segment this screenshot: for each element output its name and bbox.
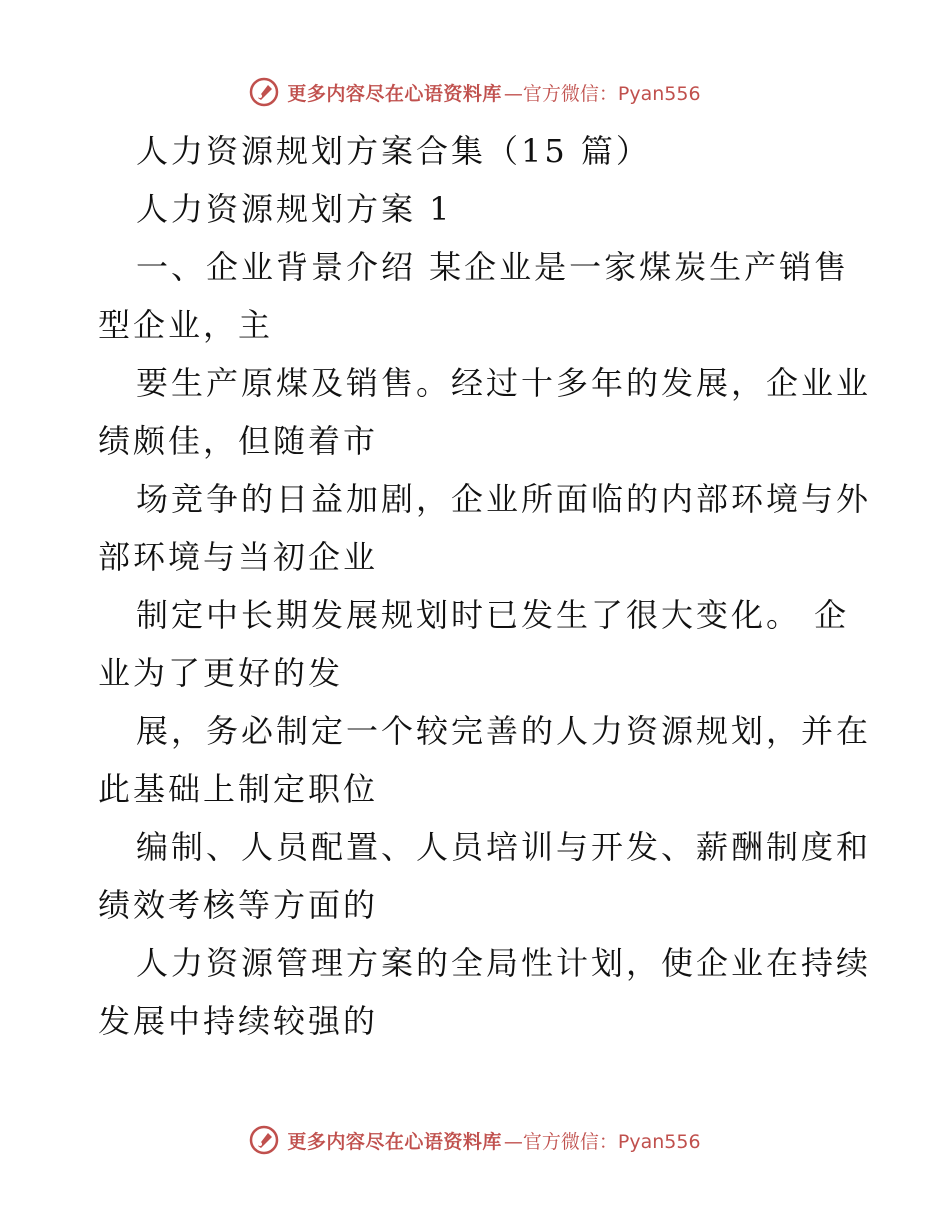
document-body: [98, 122, 872, 1050]
text-line: 要生产原煤及销售。经过十多年的发展，企业业: [136, 364, 872, 402]
text-line: 展，务必制定一个较完善的人力资源规划，并在: [136, 712, 872, 750]
watermark-banner-top: [0, 72, 950, 112]
watermark-text: 更多内容尽在心语资料库: [287, 82, 502, 105]
text-line: 绩效考核等方面的: [98, 886, 379, 924]
text-line: 人力资源管理方案的全局性计划，使企业在持续: [136, 944, 872, 982]
watermark-contact: —官方微信：Pyan556: [503, 1130, 701, 1153]
watermark-contact: —官方微信：Pyan556: [503, 82, 701, 105]
text-line: 部环境与当初企业: [98, 538, 379, 576]
text-line: 绩颇佳，但随着市: [98, 422, 379, 460]
text-line: 发展中持续较强的: [98, 1002, 379, 1040]
watermark-text: 更多内容尽在心语资料库: [287, 1130, 502, 1153]
watermark-banner-bottom: [0, 1120, 950, 1160]
doc-title: 人力资源规划方案合集（15 篇）: [136, 132, 651, 170]
text-line: 此基础上制定职位: [98, 770, 379, 808]
text-line: 型企业，主: [98, 306, 274, 344]
text-line: 制定中长期发展规划时已发生了很大变化。 企: [136, 596, 850, 634]
section-heading: 人力资源规划方案 1: [136, 190, 453, 228]
text-line: 编制、人员配置、人员培训与开发、薪酬制度和: [136, 828, 872, 866]
text-line: 一、企业背景介绍 某企业是一家煤炭生产销售: [136, 248, 850, 286]
pen-nib-circle-icon: [249, 1125, 279, 1155]
text-line: 业为了更好的发: [98, 654, 344, 692]
text-line: 场竞争的日益加剧，企业所面临的内部环境与外: [136, 480, 872, 518]
pen-nib-circle-icon: [249, 77, 279, 107]
